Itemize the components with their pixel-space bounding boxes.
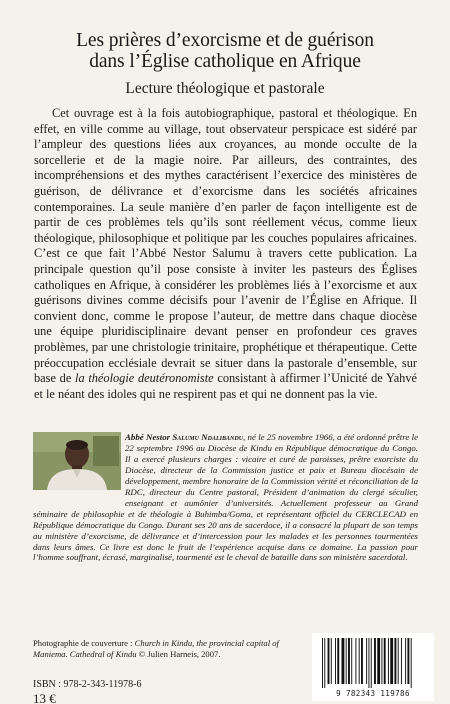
barcode-bar [371,638,372,688]
barcode-bar [322,638,323,688]
blurb-paragraph [34,106,417,402]
photo-credit-copyright: © Julien Harneis, 2007. [136,648,221,659]
barcode-bar [388,638,389,684]
barcode-bars [318,638,428,688]
blurb-text-part2: consistant à affirmer l’Unicité de Yahvé et le néant des idoles qui ne respirent pas et qui ne donnent pas la vie. [34,371,417,401]
barcode-bar [407,638,409,684]
photo-credit [33,638,293,659]
barcode-bar [355,638,356,684]
barcode-bar [401,638,402,684]
barcode-bar [368,638,369,688]
book-subtitle: Lecture théologique et pastorale [125,80,325,97]
barcode-bar [405,638,406,684]
barcode-bar [328,638,330,684]
barcode-bar [361,638,363,684]
blurb-text-italic: la théologie deutéronomiste [75,371,214,386]
photo-spacer [33,432,125,498]
barcode-bar [346,638,347,684]
book-title [20,30,430,72]
barcode-bar [351,638,352,684]
title-line-1: Les prières d’exorcisme et de guérison [76,30,374,51]
barcode-bar [390,638,393,684]
barcode-bar [335,638,336,684]
author-name [125,432,243,442]
author-bio [33,432,418,563]
author-surname: Salumu Ndalibandu [172,432,244,442]
barcode-bar [411,638,412,688]
barcode-bar [324,638,325,688]
barcode-bar [348,638,350,684]
barcode-bar [384,638,386,684]
barcode-bar [366,638,367,684]
barcode-bar [381,638,382,684]
barcode-bar [398,638,399,684]
photo-credit-caption: Church in Kindu, the provincial capital of Maniema. Cathedral of Kindu [33,638,279,659]
barcode-bar [337,638,339,684]
blurb-text-part1: Cet ouvrage est à la fois autobiographique, pastoral et théologique. En effet, en ville comme au village, tout observateur perspicace est sidéré par l’ampleur des questions liées aux croyances, au monde occulte de la sorcellerie et de la magie noire. Par ailleurs, des contraintes, des incompréhensions et des mythes caractérisent l’exercice des ministères de guérison, de délivrance et d’exorcisme dans les sociétés africaines contemporaines. La seule manière d’en parler de façon intelligente est de partir de ces problèmes tels qu’ils sont réellement vécus, comme lieux théologique, philosophique et politique par les couches populaires africaines. C’est ce que fait l’Abbé Nestor Salumu à travers cette publication. La principale question qu’il pose consiste à inviter les pasteurs des Églises catholiques en Afrique, à considérer les problèmes liés à l’exorcisme et aux guérisons divines comme décisifs pour l’avenir de l’Église en Afrique. Il convient donc, comme le propose l’auteur, de mettre dans chaque diocèse une équipe pluridisciplinaire devant penser en profondeur ces graves problèmes, par une christologie trinitaire, prophétique et thérapeutique. Cette préoccupation ecclésiale devrait se situer dans la pastorale d’ensemble, sur base de [34,106,417,386]
barcode-bar [359,638,360,684]
title-line-2: dans l’Église catholique en Afrique [89,51,361,72]
barcode-digits: 9 782343 119786 [336,689,410,698]
barcode-bar [377,638,380,684]
author-bio-text: , né le 25 novembre 1966, a été ordonné prêtre le 22 septembre 1996 au Diocèse de Kindu en République démocratique du Congo. Il a exercé plusieurs charges : vicaire et curé de paroisses, prêtre exorciste du Diocèse, directeur de la Commission justice et paix et Bureau diocésain de développement, membre honoraire de la Commission vérité et réconciliation de la RDC, directeur du Centre pastoral, Président d’animation du clergé séculier, enseignant et aumônier d’universités. Actuellement professeur au Grand séminaire de philosophie et de théologie à Buhimba/Goma, et représentant officiel du CERCLECAD en République démocratique du Congo. Durant ses 20 ans de sacerdoce, il a consacré la plupart de son temps au ministère d’exorcisme, de délivrance et d’intercession pour les malades et les personnes tourmentées dans leurs âmes. Ce livre est donc le fruit de l’expérience acquise dans ce domaine. La passion pour l’homme souffrant, écrasé, marginalisé, tourmenté est le cheval de bataille dans son ministère sacerdotal. [33,432,418,563]
isbn-text: ISBN : 978-2-343-11978-6 [33,679,142,690]
price-text: 13 € [33,691,56,704]
photo-credit-label: Photographie de couverture : [33,638,135,648]
barcode-bar [331,638,332,684]
barcode [312,633,434,701]
barcode-bar [374,638,376,684]
barcode-bar [342,638,345,684]
author-name-prefix: Abbé Nestor [125,432,173,442]
barcode-bar [394,638,396,684]
